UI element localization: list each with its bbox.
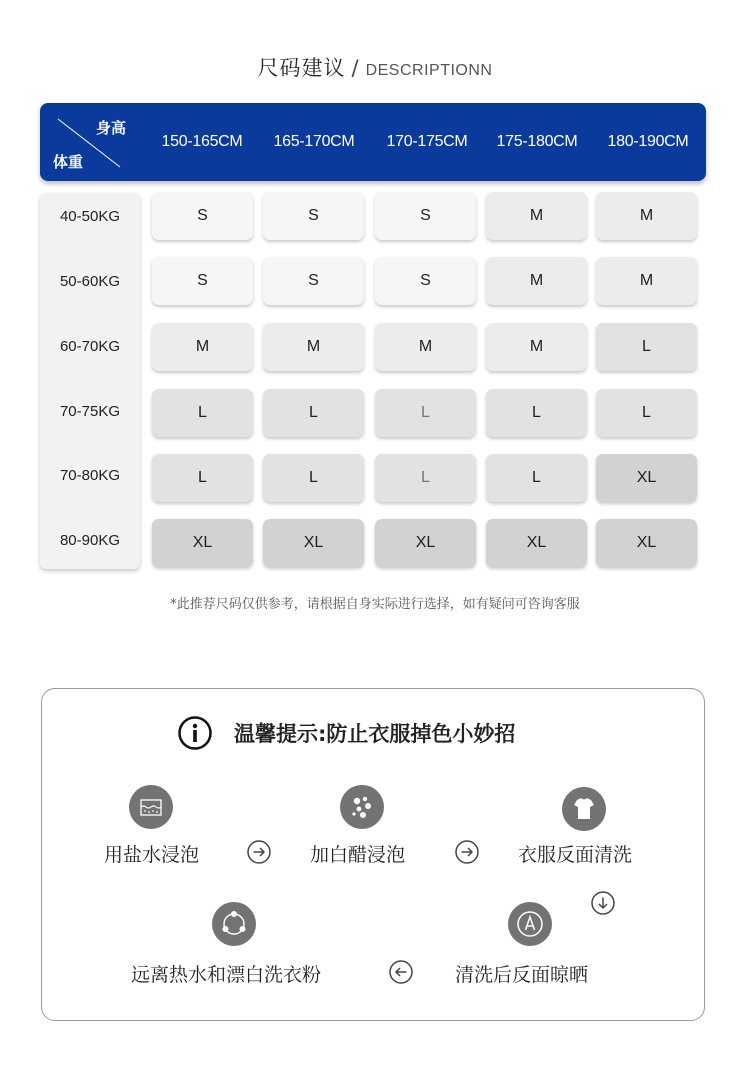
info-icon: [178, 716, 212, 750]
step-label: 清洗后反面晾晒: [455, 964, 589, 986]
tips-heading: [178, 716, 515, 750]
step-label: 用盐水浸泡: [104, 844, 200, 866]
title-en: DESCRIPTIONN: [365, 62, 493, 79]
size-cell: M: [486, 192, 587, 240]
size-cell: M: [152, 323, 253, 371]
size-cell: L: [486, 389, 587, 437]
arrow-right-icon: [455, 840, 479, 864]
size-table-header: [40, 103, 706, 181]
size-cell: S: [152, 192, 253, 240]
arrow-right-icon: [247, 840, 271, 864]
size-cell: L: [375, 389, 476, 437]
corner-cell: [40, 103, 150, 181]
size-cell: M: [375, 323, 476, 371]
vinegar-bubbles-icon: [340, 785, 384, 829]
step-label: 远离热水和漂白洗衣粉: [131, 964, 322, 986]
size-cell: S: [263, 257, 364, 305]
step-label: 衣服反面清洗: [518, 844, 633, 866]
size-cell: M: [596, 192, 697, 240]
size-cell: M: [486, 257, 587, 305]
tips-title: 温馨提示:防止衣服掉色小妙招: [234, 722, 516, 746]
arrow-left-icon: [389, 960, 413, 984]
weight-column: [40, 193, 140, 569]
size-cell: L: [152, 389, 253, 437]
size-cell: S: [263, 192, 364, 240]
tshirt-icon: [562, 787, 606, 831]
size-cell: M: [263, 323, 364, 371]
size-cell: XL: [596, 454, 697, 502]
size-disclaimer: *此推荐尺码仅供参考，请根据自身实际进行选择，如有疑问可咨询客服: [170, 597, 580, 612]
height-column-header: 175-180CM: [496, 133, 578, 150]
size-cell: L: [486, 454, 587, 502]
step-label: 加白醋浸泡: [310, 844, 406, 866]
size-cell: XL: [375, 519, 476, 567]
size-cell: S: [375, 192, 476, 240]
weight-label: 40-50KG: [59, 208, 121, 225]
weight-label: 80-90KG: [59, 532, 121, 549]
height-column-header: 165-170CM: [273, 133, 355, 150]
corner-weight-label: 体重: [53, 153, 84, 171]
size-cell: L: [375, 454, 476, 502]
weight-label: 60-70KG: [59, 338, 121, 355]
size-cell: XL: [486, 519, 587, 567]
size-cell: S: [375, 257, 476, 305]
salt-water-icon: [129, 785, 173, 829]
height-column-header: 180-190CM: [607, 133, 689, 150]
size-cell: XL: [263, 519, 364, 567]
size-cell: L: [152, 454, 253, 502]
height-column-header: 170-175CM: [386, 133, 468, 150]
size-cell: S: [152, 257, 253, 305]
size-cell: XL: [596, 519, 697, 567]
size-cell: L: [263, 389, 364, 437]
arrow-down-icon: [591, 891, 615, 915]
title-cn: 尺码建议: [257, 56, 346, 80]
size-cell: XL: [152, 519, 253, 567]
page-title: [0, 52, 750, 82]
height-column-header: 150-165CM: [161, 133, 243, 150]
size-cell: L: [263, 454, 364, 502]
size-cell: M: [486, 323, 587, 371]
size-cell: M: [596, 257, 697, 305]
circle-a-icon: [508, 902, 552, 946]
corner-height-label: 身高: [96, 119, 127, 137]
recycle-dots-icon: [212, 902, 256, 946]
size-cell: L: [596, 389, 697, 437]
weight-label: 70-80KG: [59, 467, 121, 484]
size-cell: L: [596, 323, 697, 371]
title-separator: /: [351, 56, 360, 80]
weight-label: 50-60KG: [59, 273, 121, 290]
weight-label: 70-75KG: [59, 403, 121, 420]
